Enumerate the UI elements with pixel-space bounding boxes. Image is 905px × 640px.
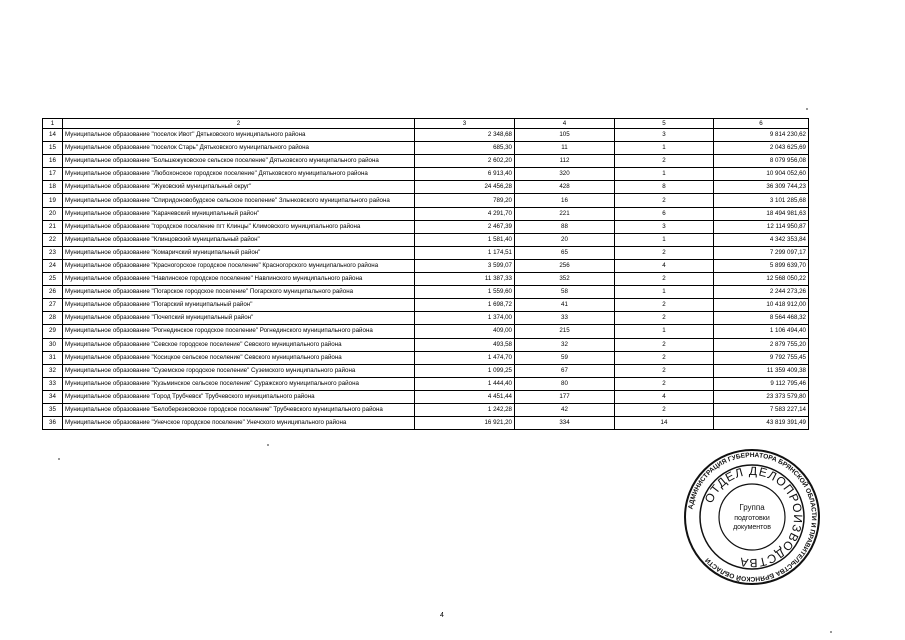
table-body bbox=[43, 119, 809, 430]
table-cell: 17 bbox=[43, 168, 63, 181]
table-cell: 1 bbox=[615, 168, 714, 181]
table-cell: Муниципальное образование "Рогнединское городское поселение" Рогнединского муниципального района bbox=[63, 325, 415, 338]
table-cell: 2 043 625,69 bbox=[714, 142, 809, 155]
table-cell: Муниципальное образование "Навлинское городское поселение" Навлинского муниципального района bbox=[63, 273, 415, 286]
table-cell: 23 373 579,80 bbox=[714, 390, 809, 403]
table-cell: 14 bbox=[615, 417, 714, 430]
header-cell: 3 bbox=[415, 119, 515, 129]
table-cell: Муниципальное образование "Красногорское городское поселение" Красногорского муниципального района bbox=[63, 259, 415, 272]
table-cell: 8 564 468,32 bbox=[714, 312, 809, 325]
table-cell: 1 474,70 bbox=[415, 351, 515, 364]
table-cell: 1 106 494,40 bbox=[714, 325, 809, 338]
table-cell: 493,58 bbox=[415, 338, 515, 351]
table-cell: Муниципальное образование "городское поселение пгт Клинцы" Климовского муниципального района bbox=[63, 220, 415, 233]
table-row bbox=[43, 207, 809, 220]
table-cell: 7 299 097,17 bbox=[714, 246, 809, 259]
stamp-center-line: Группа bbox=[739, 503, 765, 512]
table-cell: 12 114 950,87 bbox=[714, 220, 809, 233]
table-cell: 11 bbox=[515, 142, 615, 155]
table-cell: 6 913,40 bbox=[415, 168, 515, 181]
table-cell: 2 bbox=[615, 155, 714, 168]
header-cell: 6 bbox=[714, 119, 809, 129]
table-cell: 23 bbox=[43, 246, 63, 259]
table-cell: 18 494 981,63 bbox=[714, 207, 809, 220]
table-cell: Муниципальное образование "Севское городское поселение" Севского муниципального района bbox=[63, 338, 415, 351]
table-cell: 4 451,44 bbox=[415, 390, 515, 403]
scan-speck bbox=[830, 631, 832, 633]
table-cell: 105 bbox=[515, 129, 615, 142]
table-cell: 11 387,33 bbox=[415, 273, 515, 286]
table-cell: 31 bbox=[43, 351, 63, 364]
table-cell: 352 bbox=[515, 273, 615, 286]
header-cell: 1 bbox=[43, 119, 63, 129]
table-cell: Муниципальное образование "Белоберезковское городское поселение" Трубчевского муниципального района bbox=[63, 403, 415, 416]
table-row bbox=[43, 246, 809, 259]
table-cell: Муниципальное образование "Погарский муниципальный район" bbox=[63, 299, 415, 312]
table-cell: 2 bbox=[615, 299, 714, 312]
table-cell: 428 bbox=[515, 181, 615, 194]
table-header-row bbox=[43, 119, 809, 129]
table-cell: 32 bbox=[43, 364, 63, 377]
table-row bbox=[43, 155, 809, 168]
table-cell: 2 bbox=[615, 338, 714, 351]
table-cell: 4 bbox=[615, 390, 714, 403]
table-cell: 67 bbox=[515, 364, 615, 377]
data-table bbox=[42, 118, 809, 430]
table-cell: 27 bbox=[43, 299, 63, 312]
table-cell: 11 359 409,38 bbox=[714, 364, 809, 377]
table-row bbox=[43, 194, 809, 207]
stamp-ring-text: ОТДЕЛ ДЕЛОПРОИЗВОДСТВА bbox=[701, 463, 806, 571]
table-row bbox=[43, 390, 809, 403]
table-cell: 15 bbox=[43, 142, 63, 155]
table-cell: 80 bbox=[515, 377, 615, 390]
table-cell: 20 bbox=[515, 233, 615, 246]
table-cell: 8 bbox=[615, 181, 714, 194]
table-row bbox=[43, 259, 809, 272]
table-cell: 789,20 bbox=[415, 194, 515, 207]
table-cell: 2 602,20 bbox=[415, 155, 515, 168]
table-cell: 334 bbox=[515, 417, 615, 430]
table-cell: 24 bbox=[43, 259, 63, 272]
table-cell: 2 bbox=[615, 246, 714, 259]
table-row bbox=[43, 233, 809, 246]
table-cell: 25 bbox=[43, 273, 63, 286]
table-cell: 2 244 273,26 bbox=[714, 286, 809, 299]
table-cell: 10 904 052,60 bbox=[714, 168, 809, 181]
table-cell: 9 814 230,62 bbox=[714, 129, 809, 142]
table-cell: 32 bbox=[515, 338, 615, 351]
table-cell: Муниципальное образование "поселок Старь" Дятьковского муниципального района bbox=[63, 142, 415, 155]
header-cell: 5 bbox=[615, 119, 714, 129]
table-cell: 6 bbox=[615, 207, 714, 220]
table-cell: 21 bbox=[43, 220, 63, 233]
table-cell: 59 bbox=[515, 351, 615, 364]
table-cell: Муниципальное образование "Город Трубчевск" Трубчевского муниципального района bbox=[63, 390, 415, 403]
table-cell: Муниципальное образование "Косицкое сельское поселение" Севского муниципального района bbox=[63, 351, 415, 364]
table-cell: Муниципальное образование "Кузьминское сельское поселение" Суражского муниципального района bbox=[63, 377, 415, 390]
table-row bbox=[43, 181, 809, 194]
stamp-center-line: документов bbox=[733, 524, 771, 531]
table-cell: 20 bbox=[43, 207, 63, 220]
table-cell: 41 bbox=[515, 299, 615, 312]
table-cell: Муниципальное образование "Комаричский муниципальный район" bbox=[63, 246, 415, 259]
table-cell: Муниципальное образование "Унечское городское поселение" Унечского муниципального района bbox=[63, 417, 415, 430]
table-cell: 2 bbox=[615, 403, 714, 416]
table-cell: 34 bbox=[43, 390, 63, 403]
table-row bbox=[43, 403, 809, 416]
table-cell: Муниципальное образование "Клинцовский муниципальный район" bbox=[63, 233, 415, 246]
table-cell: 4 342 353,84 bbox=[714, 233, 809, 246]
table-cell: 22 bbox=[43, 233, 63, 246]
table-cell: Муниципальное образование "Погарское городское поселение" Погарского муниципального района bbox=[63, 286, 415, 299]
table-cell: 42 bbox=[515, 403, 615, 416]
table-cell: Муниципальное образование "Карачевский муниципальный район" bbox=[63, 207, 415, 220]
table-cell: 14 bbox=[43, 129, 63, 142]
table-row bbox=[43, 312, 809, 325]
table-cell: 16 bbox=[515, 194, 615, 207]
table-cell: 1 bbox=[615, 233, 714, 246]
table-row bbox=[43, 351, 809, 364]
table-cell: 1 242,28 bbox=[415, 403, 515, 416]
table-cell: 2 879 755,20 bbox=[714, 338, 809, 351]
table-row bbox=[43, 364, 809, 377]
table-cell: 3 599,07 bbox=[415, 259, 515, 272]
table-cell: 36 309 744,23 bbox=[714, 181, 809, 194]
table-row bbox=[43, 273, 809, 286]
official-stamp bbox=[682, 447, 822, 587]
table-row bbox=[43, 286, 809, 299]
table-cell: 4 291,70 bbox=[415, 207, 515, 220]
table-cell: 33 bbox=[515, 312, 615, 325]
table-cell: Муниципальное образование "Суземское городское поселение" Суземского муниципального района bbox=[63, 364, 415, 377]
header-cell: 4 bbox=[515, 119, 615, 129]
table-row bbox=[43, 338, 809, 351]
table-cell: 5 899 639,70 bbox=[714, 259, 809, 272]
table-cell: 9 792 755,45 bbox=[714, 351, 809, 364]
table-cell: 1 374,00 bbox=[415, 312, 515, 325]
table-cell: 7 583 227,14 bbox=[714, 403, 809, 416]
table-cell: 43 819 391,49 bbox=[714, 417, 809, 430]
table-cell: 2 bbox=[615, 312, 714, 325]
table-cell: Муниципальное образование "Любохонское городское поселение" Дятьковского муниципального района bbox=[63, 168, 415, 181]
table-cell: 30 bbox=[43, 338, 63, 351]
table-cell: 2 bbox=[615, 194, 714, 207]
table-cell: Муниципальное образование "Спиридоновобудское сельское поселение" Злынковского муниципального района bbox=[63, 194, 415, 207]
table-cell: 256 bbox=[515, 259, 615, 272]
table-cell: 1 bbox=[615, 286, 714, 299]
table-cell: 409,00 bbox=[415, 325, 515, 338]
table-cell: 1 698,72 bbox=[415, 299, 515, 312]
table-cell: 1 581,40 bbox=[415, 233, 515, 246]
stamp-outer-text: АДМИНИСТРАЦИЯ ГУБЕРНАТОРА БРЯНСКОЙ ОБЛАСТИ И ПРАВИТЕЛЬСТВА БРЯНСКОЙ ОБЛАСТИ bbox=[687, 451, 818, 583]
table-cell: 112 bbox=[515, 155, 615, 168]
table-cell: 1 099,25 bbox=[415, 364, 515, 377]
table-row bbox=[43, 129, 809, 142]
table-cell: 177 bbox=[515, 390, 615, 403]
table-row bbox=[43, 417, 809, 430]
table-cell: 36 bbox=[43, 417, 63, 430]
table-cell: 26 bbox=[43, 286, 63, 299]
table-cell: 58 bbox=[515, 286, 615, 299]
table-cell: 221 bbox=[515, 207, 615, 220]
scan-speck bbox=[267, 444, 269, 446]
table-cell: 1 bbox=[615, 325, 714, 338]
table-cell: 28 bbox=[43, 312, 63, 325]
scan-speck bbox=[806, 108, 808, 110]
table-cell: 2 467,39 bbox=[415, 220, 515, 233]
table-cell: 2 348,68 bbox=[415, 129, 515, 142]
table-cell: 215 bbox=[515, 325, 615, 338]
table-row bbox=[43, 220, 809, 233]
table-cell: 29 bbox=[43, 325, 63, 338]
table-cell: 12 568 050,22 bbox=[714, 273, 809, 286]
scan-speck bbox=[58, 458, 60, 460]
table-cell: Муниципальное образование "Почепский муниципальный район" bbox=[63, 312, 415, 325]
table-cell: 2 bbox=[615, 351, 714, 364]
table-cell: 1 559,60 bbox=[415, 286, 515, 299]
table-cell: 2 bbox=[615, 273, 714, 286]
table-cell: 4 bbox=[615, 259, 714, 272]
table-cell: Муниципальное образование "Большежуковское сельское поселение" Дятьковского муниципального района bbox=[63, 155, 415, 168]
table-cell: 24 456,28 bbox=[415, 181, 515, 194]
table-row bbox=[43, 377, 809, 390]
stamp-center-line: подготовки bbox=[734, 515, 770, 522]
table-cell: 1 174,51 bbox=[415, 246, 515, 259]
table-cell: 3 bbox=[615, 129, 714, 142]
table-cell: 1 bbox=[615, 142, 714, 155]
table-cell: 9 112 795,46 bbox=[714, 377, 809, 390]
table-cell: 1 444,40 bbox=[415, 377, 515, 390]
table-cell: 35 bbox=[43, 403, 63, 416]
table-cell: 8 079 956,08 bbox=[714, 155, 809, 168]
table-cell: 16 bbox=[43, 155, 63, 168]
table-cell: 685,30 bbox=[415, 142, 515, 155]
table-cell: 16 921,20 bbox=[415, 417, 515, 430]
table-row bbox=[43, 168, 809, 181]
table-cell: 2 bbox=[615, 364, 714, 377]
table-cell: 2 bbox=[615, 377, 714, 390]
table-row bbox=[43, 142, 809, 155]
table-cell: 19 bbox=[43, 194, 63, 207]
table-row bbox=[43, 299, 809, 312]
table-cell: 3 bbox=[615, 220, 714, 233]
table-cell: Муниципальное образование "поселок Ивот" Дятьковского муниципального района bbox=[63, 129, 415, 142]
table-cell: 33 bbox=[43, 377, 63, 390]
table-row bbox=[43, 325, 809, 338]
table-cell: Муниципальное образование "Жуковский муниципальный округ" bbox=[63, 181, 415, 194]
table-cell: 3 101 285,68 bbox=[714, 194, 809, 207]
table-cell: 88 bbox=[515, 220, 615, 233]
table-cell: 65 bbox=[515, 246, 615, 259]
page-number: 4 bbox=[440, 612, 444, 619]
header-cell: 2 bbox=[63, 119, 415, 129]
table-cell: 10 418 912,00 bbox=[714, 299, 809, 312]
table-cell: 320 bbox=[515, 168, 615, 181]
table-cell: 18 bbox=[43, 181, 63, 194]
